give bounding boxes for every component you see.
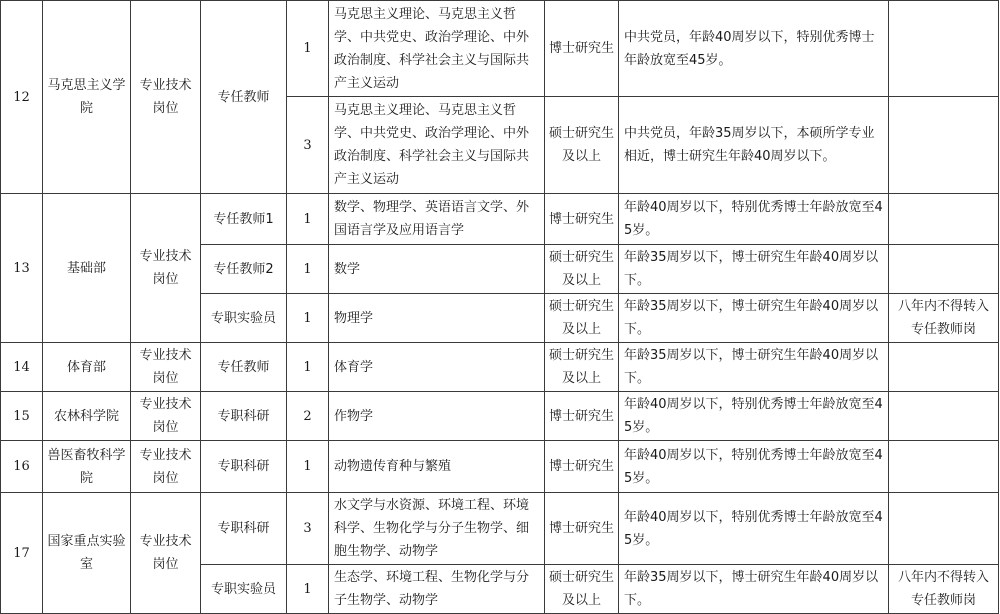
major-requirement: 数学、物理学、英语语言文学、外国语言学及应用语言学 (329, 194, 545, 245)
major-requirement: 水文学与水资源、环境工程、环境科学、生物化学与分子生物学、细胞生物学、动物学 (329, 493, 545, 565)
post-category: 专业技术岗位 (131, 194, 201, 343)
post-title: 专职实验员 (201, 565, 287, 614)
major-requirement: 生态学、环境工程、生物化学与分子生物学、动物学 (329, 565, 545, 614)
education-requirement: 博士研究生 (545, 493, 619, 565)
remark: 八年内不得转入专任教师岗 (889, 565, 999, 614)
post-title: 专任教师1 (201, 194, 287, 245)
other-requirements: 年龄35周岁以下，博士研究生年龄40周岁以下。 (619, 343, 889, 392)
other-requirements: 年龄35周岁以下，博士研究生年龄40周岁以下。 (619, 245, 889, 294)
major-requirement: 马克思主义理论、马克思主义哲学、中共党史、政治学理论、中外政治制度、科学社会主义与国际共产主义运动 (329, 97, 545, 194)
post-category: 专业技术岗位 (131, 441, 201, 493)
education-requirement: 博士研究生 (545, 392, 619, 441)
post-count: 1 (287, 565, 329, 614)
post-count: 1 (287, 194, 329, 245)
post-category: 专业技术岗位 (131, 343, 201, 392)
post-count: 2 (287, 392, 329, 441)
unit-name: 基础部 (43, 194, 131, 343)
education-requirement: 硕士研究生及以上 (545, 245, 619, 294)
unit-name: 马克思主义学院 (43, 1, 131, 194)
education-requirement: 博士研究生 (545, 1, 619, 97)
other-requirements: 年龄35周岁以下，博士研究生年龄40周岁以下。 (619, 294, 889, 343)
remark (889, 1, 999, 97)
post-title: 专任教师 (201, 343, 287, 392)
post-title: 专职科研 (201, 392, 287, 441)
education-requirement: 硕士研究生及以上 (545, 294, 619, 343)
remark (889, 392, 999, 441)
unit-name: 农林科学院 (43, 392, 131, 441)
other-requirements: 年龄35周岁以下，博士研究生年龄40周岁以下。 (619, 565, 889, 614)
major-requirement: 动物遗传育种与繁殖 (329, 441, 545, 493)
other-requirements: 中共党员，年龄40周岁以下，特别优秀博士年龄放宽至45岁。 (619, 1, 889, 97)
post-count: 1 (287, 441, 329, 493)
post-count: 1 (287, 343, 329, 392)
unit-name: 兽医畜牧科学院 (43, 441, 131, 493)
education-requirement: 博士研究生 (545, 441, 619, 493)
table-row (1, 1, 999, 97)
row-number: 12 (1, 1, 43, 194)
major-requirement: 马克思主义理论、马克思主义哲学、中共党史、政治学理论、中外政治制度、科学社会主义与国际共产主义运动 (329, 1, 545, 97)
education-requirement: 硕士研究生及以上 (545, 97, 619, 194)
education-requirement: 博士研究生 (545, 194, 619, 245)
remark (889, 194, 999, 245)
row-number: 13 (1, 194, 43, 343)
table-row (1, 441, 999, 493)
other-requirements: 年龄40周岁以下，特别优秀博士年龄放宽至45岁。 (619, 493, 889, 565)
table-row (1, 194, 999, 245)
post-count: 3 (287, 493, 329, 565)
post-count: 1 (287, 294, 329, 343)
education-requirement: 硕士研究生及以上 (545, 565, 619, 614)
remark (889, 245, 999, 294)
remark (889, 493, 999, 565)
other-requirements: 年龄40周岁以下，特别优秀博士年龄放宽至45岁。 (619, 194, 889, 245)
major-requirement: 数学 (329, 245, 545, 294)
remark (889, 97, 999, 194)
major-requirement: 作物学 (329, 392, 545, 441)
major-requirement: 体育学 (329, 343, 545, 392)
row-number: 17 (1, 493, 43, 614)
post-title: 专任教师 (201, 1, 287, 194)
remark: 八年内不得转入专任教师岗 (889, 294, 999, 343)
unit-name: 体育部 (43, 343, 131, 392)
post-title: 专任教师2 (201, 245, 287, 294)
unit-name: 国家重点实验室 (43, 493, 131, 614)
row-number: 16 (1, 441, 43, 493)
other-requirements: 年龄40周岁以下，特别优秀博士年龄放宽至45岁。 (619, 392, 889, 441)
table-row (1, 343, 999, 392)
other-requirements: 中共党员，年龄35周岁以下，本硕所学专业相近，博士研究生年龄40周岁以下。 (619, 97, 889, 194)
post-count: 1 (287, 245, 329, 294)
row-number: 15 (1, 392, 43, 441)
table-row (1, 493, 999, 565)
post-category: 专业技术岗位 (131, 1, 201, 194)
row-number: 14 (1, 343, 43, 392)
remark (889, 343, 999, 392)
post-title: 专职实验员 (201, 294, 287, 343)
post-category: 专业技术岗位 (131, 392, 201, 441)
post-title: 专职科研 (201, 493, 287, 565)
post-title: 专职科研 (201, 441, 287, 493)
other-requirements: 年龄40周岁以下，特别优秀博士年龄放宽至45岁。 (619, 441, 889, 493)
remark (889, 441, 999, 493)
table-row (1, 392, 999, 441)
major-requirement: 物理学 (329, 294, 545, 343)
post-count: 1 (287, 1, 329, 97)
education-requirement: 硕士研究生及以上 (545, 343, 619, 392)
post-category: 专业技术岗位 (131, 493, 201, 614)
post-count: 3 (287, 97, 329, 194)
